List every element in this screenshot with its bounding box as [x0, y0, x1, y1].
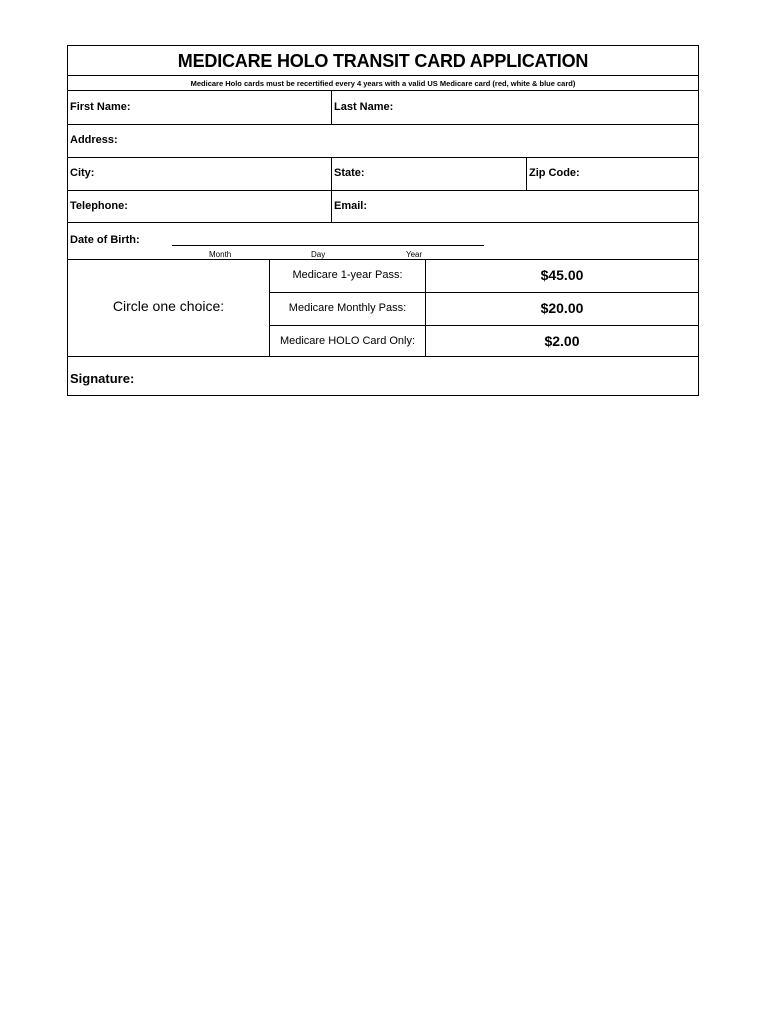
option-row[interactable]	[270, 326, 698, 357]
signature-label: Signature:	[70, 371, 135, 386]
dob-label: Date of Birth:	[70, 234, 140, 246]
subtitle-row	[68, 76, 698, 91]
email-label: Email:	[334, 200, 368, 212]
option-row[interactable]	[270, 260, 698, 293]
telephone-label: Telephone:	[70, 200, 128, 212]
state-field[interactable]	[332, 158, 527, 190]
dob-month-label: Month	[209, 250, 232, 259]
choice-title: Circle one choice:	[112, 298, 225, 314]
form-subtitle: Medicare Holo cards must be recertified every 4 years with a valid US Medicare card (red, white & blue card)	[190, 79, 576, 88]
option-name: Medicare Monthly Pass:	[270, 293, 426, 325]
application-form	[67, 45, 699, 396]
telephone-field[interactable]	[68, 191, 332, 222]
contact-row	[68, 191, 698, 223]
name-row	[68, 91, 698, 125]
address-field[interactable]	[68, 125, 698, 157]
last-name-field[interactable]	[332, 91, 698, 124]
dob-year-label: Year	[406, 250, 423, 259]
dob-day-label: Day	[311, 250, 326, 259]
option-row[interactable]	[270, 293, 698, 326]
state-label: State:	[334, 167, 365, 179]
city-field[interactable]	[68, 158, 332, 190]
city-label: City:	[70, 167, 95, 179]
option-price: $45.00	[540, 267, 584, 283]
form-title: MEDICARE HOLO TRANSIT CARD APPLICATION	[177, 51, 589, 71]
option-name: Medicare HOLO Card Only:	[270, 326, 426, 356]
dob-input-line[interactable]	[172, 245, 484, 246]
email-field[interactable]	[332, 191, 698, 222]
address-label: Address:	[70, 134, 118, 146]
title-row	[68, 46, 698, 76]
zip-field[interactable]	[527, 158, 698, 190]
first-name-field[interactable]	[68, 91, 332, 124]
choice-box	[68, 260, 270, 357]
last-name-label: Last Name:	[334, 101, 394, 113]
address-row	[68, 125, 698, 158]
city-row	[68, 158, 698, 191]
zip-label: Zip Code:	[529, 167, 580, 179]
option-price: $2.00	[544, 333, 580, 349]
first-name-label: First Name:	[70, 101, 131, 113]
option-name: Medicare 1-year Pass:	[270, 260, 426, 292]
signature-field[interactable]	[178, 357, 688, 395]
option-price: $20.00	[540, 300, 584, 316]
